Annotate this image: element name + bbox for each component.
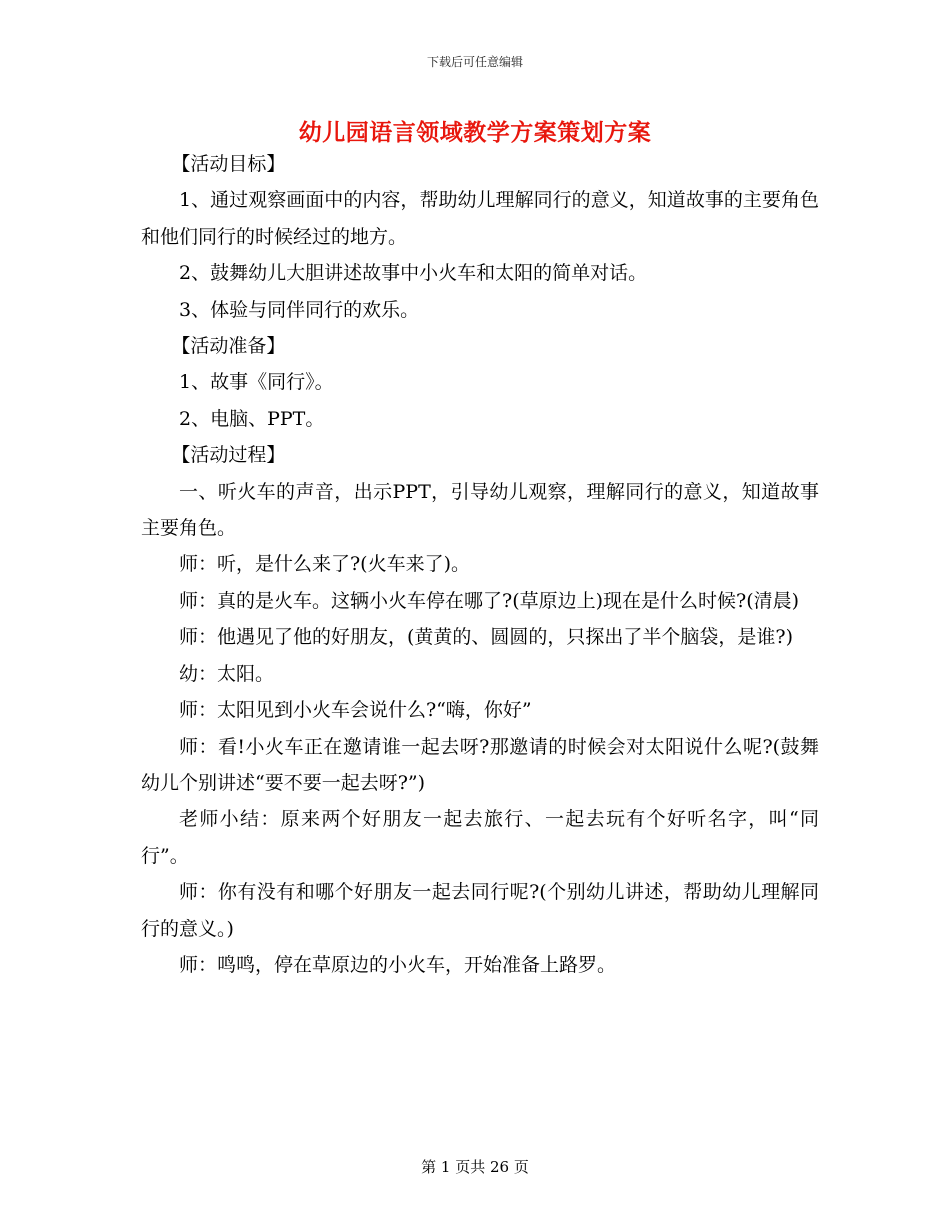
paragraph: 3、体验与同伴同行的欢乐。 <box>179 298 420 321</box>
paragraph: 师：他遇见了他的好朋友，(黄黄的、圆圆的，只探出了半个脑袋，是谁?) <box>179 626 794 649</box>
paragraph: 1、故事《同行》。 <box>179 371 334 394</box>
paragraph: 师：听，是什么来了?(火车来了)。 <box>179 553 471 576</box>
page-number-footer: 第 1 页共 26 页 <box>421 1158 529 1176</box>
section-heading-process: 【活动过程】 <box>171 444 286 467</box>
paragraph: 师：太阳见到小火车会说什么?“嗨，你好” <box>179 699 532 722</box>
section-heading-goals: 【活动目标】 <box>171 153 286 175</box>
paragraph: 2、电脑、PPT。 <box>179 407 325 430</box>
document-title: 幼儿园语言领域教学方案策划方案 <box>298 119 652 146</box>
paragraph: 一、听火车的声音，出示PPT，引导幼儿观察，理解同行的意义，知道故事主要角色。 <box>141 480 819 540</box>
header-note: 下载后可任意编辑 <box>426 55 523 69</box>
paragraph: 1、通过观察画面中的内容，帮助幼儿理解同行的意义，知道故事的主要角色和他们同行的时候经过的地方。 <box>141 189 819 248</box>
document-body <box>141 146 819 983</box>
paragraph: 师：看!小火车正在邀请谁一起去呀?那邀请的时候会对太阳说什么呢?(鼓舞幼儿个别讲述“要不要一起去呀?”) <box>141 735 819 794</box>
paragraph: 师：真的是火车。这辆小火车停在哪了?(草原边上)现在是什么时候?(清晨) <box>179 589 800 612</box>
paragraph: 老师小结：原来两个好朋友一起去旅行、一起去玩有个好听名字，叫“同行”。 <box>141 808 819 867</box>
paragraph: 师：鸣鸣，停在草原边的小火车，开始准备上路罗。 <box>179 953 617 976</box>
paragraph: 2、鼓舞幼儿大胆讲述故事中小火车和太阳的简单对话。 <box>179 262 648 285</box>
paragraph: 师：你有没有和哪个好朋友一起去同行呢?(个别幼儿讲述，帮助幼儿理解同行的意义。) <box>141 881 819 940</box>
section-heading-preparation: 【活动准备】 <box>171 335 286 358</box>
paragraph: 幼：太阳。 <box>179 662 275 685</box>
